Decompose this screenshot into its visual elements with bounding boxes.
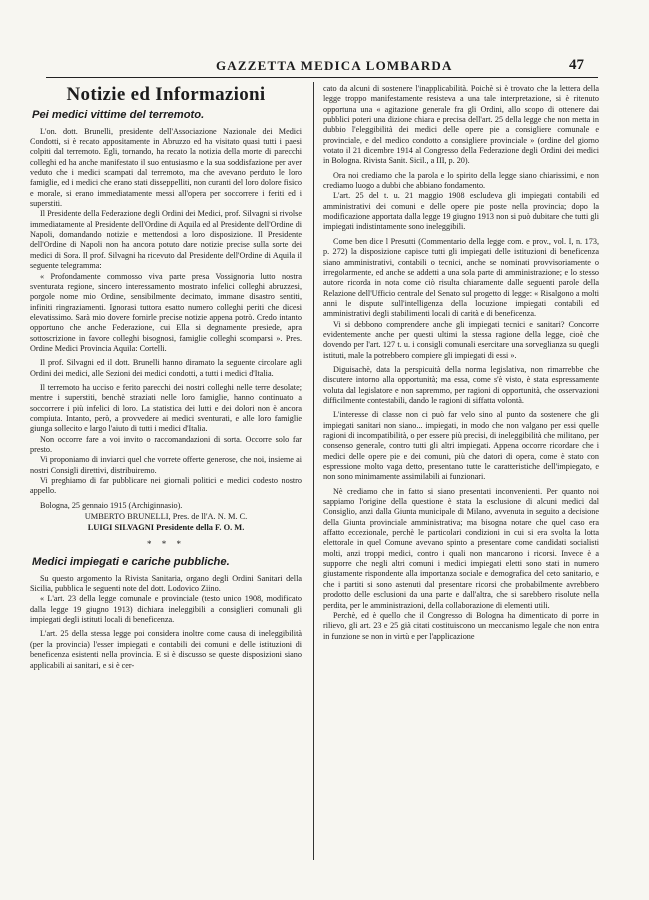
- left-column: [30, 84, 302, 671]
- paragraph: « L'art. 23 della legge comunale e provinciale (testo unico 1908, modificato dalla legge 19 giugno 1913) dichiara ineleggibili a consiglieri comunali gli impiegati degli istituti locali di beneficenza.: [30, 594, 302, 625]
- signature-silvagni: LUIGI SILVAGNI Presidente della F. O. M.: [87, 523, 245, 533]
- paragraph: Diguisachè, data la perspicuità della norma legislativa, non rimarrebbe che discutere intorno alla opportunità; ma essa, come s'è visto, è stata espressamente voluta dal legislatore e non sapremmo, per ragioni di opportunità, che osservazioni difficilmente contestabili, dando le ragioni di siffatta volontà.: [323, 364, 599, 405]
- header-rule: [46, 77, 598, 78]
- section-title-medici-impiegati: Medici impiegati e cariche pubbliche.: [32, 556, 230, 569]
- column-divider: [313, 82, 314, 860]
- paragraph: Su questo argomento la Rivista Sanitaria, organo degli Ordini Sanitari della Sicilia, pubblica le seguenti note del dott. Lodovico Ziino.: [30, 573, 302, 594]
- right-column: [323, 84, 599, 642]
- paragraph: L'art. 25 della stessa legge poi considera inoltre come causa di ineleggibilità (per la provincia) l'esser impiegati e contabili dei comuni e delle istituzioni di beneficenza esistenti nella provincia. E si è discusso se queste disposizioni siano applicabili ai sanitari, e si è cer-: [30, 629, 302, 670]
- paragraph: L'art. 25 del t. u. 21 maggio 1908 escludeva gli impiegati contabili ed amministrativi dei comuni e delle opere pie poste nella provincia; dopo la modificazione apportata dalla legge 19 giugno 1913 non si può dubitare che tutti gli impiegati indistintamente sono ineleggibili.: [323, 191, 599, 232]
- paragraph: Il terremoto ha ucciso e ferito parecchi dei nostri colleghi nelle terre desolate; mentre i superstiti, benchè straziati nelle loro famiglie, hanno continuato a soccorrere i più infelici di loro. La statistica dei lutti e dei dolori non è ancora compiuta. Intanto, però, a provvedere ai medici sventurati, e alle loro famiglie giunga sollecito e largo l'aiuto di tutti i medici d'Italia.: [30, 382, 302, 434]
- paragraph: L'on. dott. Brunelli, presidente dell'Associazione Nazionale dei Medici Condotti, si è recato appositamente in Abruzzo ed ha visitato quasi tutti i paesi colpiti dal terremoto. Egli, tornando, ha recato la notizia della morte di parecchi colleghi ed ha anche manifestato il suo entusiasmo e la sua soddisfazione per aver veduto che i medici scampati dal terremoto, ma che avevano perduto le loro famiglie, ed i medici che erano stati disseppelliti, non curanti del loro dolore fisico e morale, si erano immediatamente messi all'opera per soccorrere i feriti ed i superstiti.: [30, 126, 302, 209]
- signature-brunelli: UMBERTO BRUNELLI, Pres. de ll'A. N. M. C.: [84, 512, 248, 522]
- paragraph: Perchè, ed è quello che il Congresso di Bologna ha dimenticato di porre in rilievo, gli art. 23 e 25 già citati costituiscono un meccanismo legale che non entra in funzione se non in virtù e per l'applicazione: [323, 610, 599, 641]
- journal-title: GAZZETTA MEDICA LOMBARDA: [216, 58, 453, 73]
- section-separator: * * *: [147, 539, 185, 550]
- paragraph: Il Presidente della Federazione degli Ordini dei Medici, prof. Silvagni si rivolse immediatamente al Presidente dell'Ordine di Aquila ed al Presidente dell'Ordine di Napoli, domandando notizie e mettendosi a loro disposizione. Il Presidente dell'Ordine di Napoli non ha ancora potuto dare notizie precise sulla sorte dei medici di Sora. Il prof. Silvagni ha ricevuto dal Presidente dell'Ordine di Aquila il seguente telegramma:: [30, 209, 302, 271]
- page-number: 47: [569, 57, 584, 73]
- paragraph: Vi preghiamo di far pubblicare nei giornali politici e medici codesto nostro appello.: [30, 476, 302, 496]
- running-header: [0, 58, 649, 78]
- paragraph: L'interesse di classe non ci può far velo sino al punto da sostenere che gli impiegati sanitari non siano... impiegati, in modo che non valgano per essi quelle ragioni di incompatibilità, o per essere più precisi, di ineleggibilità che militano, per consenso generale, contro tutti gli altri impiegati. Appena occorre ricordare che i medici delle opere pie e dei comuni, più che datori di opera, come è stato con espressione molto vaga detto, presentano tutte le caratteristiche dell'impiegato, e non sono minimamente assimilabili ai funzionari.: [323, 410, 599, 482]
- paragraph: Il prof. Silvagni ed il dott. Brunelli hanno diramato la seguente circolare agli Ordini dei medici, alle Sezioni dei medici condotti, a tutti i medici d'Italia.: [30, 358, 302, 378]
- main-title: Notizie ed Informazioni: [66, 84, 266, 105]
- date-line: Bologna, 25 gennaio 1915 (Archiginnasio).: [40, 500, 183, 510]
- paragraph: Ora noi crediamo che la parola e lo spirito della legge siano chiarissimi, e non crediamo luogo a dubbi che abbiano fondamento.: [323, 170, 599, 191]
- paragraph: Come ben dice l Presutti (Commentario della legge com. e prov., vol. I, n. 173, p. 272) la disposizione capisce tutti gli impiegati delle istituzioni di beneficenza siano amministrativi, contabili o tecnici, anche se nominati provvisoriamente o irregolarmente, ed anche se addetti a una sola parte di amministrazione; e lo stesso autore ricorda in nota come ciò risulta chiaramente dalle seguenti parole della Relazione dell'Ufficio centrale del Senato sul progetto di legge: « Risalgono a molti anni le dispute sull'intelligenza della locuzione impiegati contabili ed amministrativi degli stabilimenti locali di carità e di beneficenza.: [323, 236, 599, 319]
- paragraph: Vi proponiamo di inviarci quel che vorrete offerte generose, che noi, insieme ai nostri Consigli direttivi, distribuiremo.: [30, 455, 302, 475]
- section-title-earthquake: Pei medici vittime del terremoto.: [32, 109, 205, 122]
- paragraph: Nè crediamo che in fatto si siano presentati inconvenienti. Per quanto noi sappiamo l'origine della questione è stata la esclusione di alcuni medici dal Consiglio, anzi dalla Giunta municipale di Milano, avvenuta in seguito a decisione della Giunta provinciale amministrativa; ma bisogna notare che quel caso era affatto eccezionale, perchè le particolari condizioni in cui si era svolta la lotta elettorale in quel Comune avevano spinto a presentare come candidati socialisti molti, anzi troppi medici, contro i quali non mancarono i ricorsi. Invece è a supporre che negli altri comuni i medici impiegati eletti sono stati in numero giustamente rispondente alla importanza sociale e demografica del ceto sanitario, e che i partiti si sono astenuti dal presentare ricorsi che probabilmente avrebbero prodotto delle esclusioni da una parte e dall'altra, che si sarebbero risolute nella perdita, per le amministrazioni, della collaborazione di elementi utili.: [323, 486, 599, 610]
- paragraph: Vi si debbono comprendere anche gli impiegati tecnici e sanitari? Concorre evidentemente anche per questi ultimi la stessa ragione della legge, cioè che dovendo per l'art. 127 t. u. i consigli comunali esercitare una sorveglianza su quegli istituti, male la potrebbero compiere gli impiegati di essi ».: [323, 319, 599, 360]
- paragraph: cato da alcuni di sostenere l'inapplicabilità. Poichè si è trovato che la lettera della legge troppo manifestamente resisteva a una tale interpretazione, si è ritenuto opportuna una « agitazione generale fra gli Ordini, allo scopo di ottenere dai pubblici poteri una dizione chiara e precisa dell'art. 25 della legge che non metta in dubbio l'eleggibilità dei medici delle opere pie a consigliere comunale e provinciale, e del medico condotto a consigliere provinciale » (ordine del giorno votato il 21 dicembre 1914 al Congresso della Federazione degli Ordini dei medici in Bologna. Rivista Sanit. Sicil., a III, p. 20).: [323, 84, 599, 166]
- paragraph: Non occorre fare a voi invito o raccomandazioni di sorta. Occorre solo far presto.: [30, 434, 302, 454]
- telegram-text: « Profondamente commosso viva parte presa Vossignoria lutto nostra sventurata regione, sincero interessamento mostrato infelici colleghi abruzzesi, porgole nome mio Ordine, sensibilmente decimato, immane disastro sentiti, infiniti ringraziamenti. Ignorasi tuttora esatto numero colleghi periti che dicesi elevatissimo. Sarà mio dovere fornirle precise notizie appena potrò. Credo intanto opportuno che anche Federazione, cui Ella si degnamente presiede, apra sottoscrizione in favore colleghi bisognosi, famiglie colleghi scomparsi ». Pres. Ordine Medici Provincia Aquila: Cortelli.: [30, 271, 302, 353]
